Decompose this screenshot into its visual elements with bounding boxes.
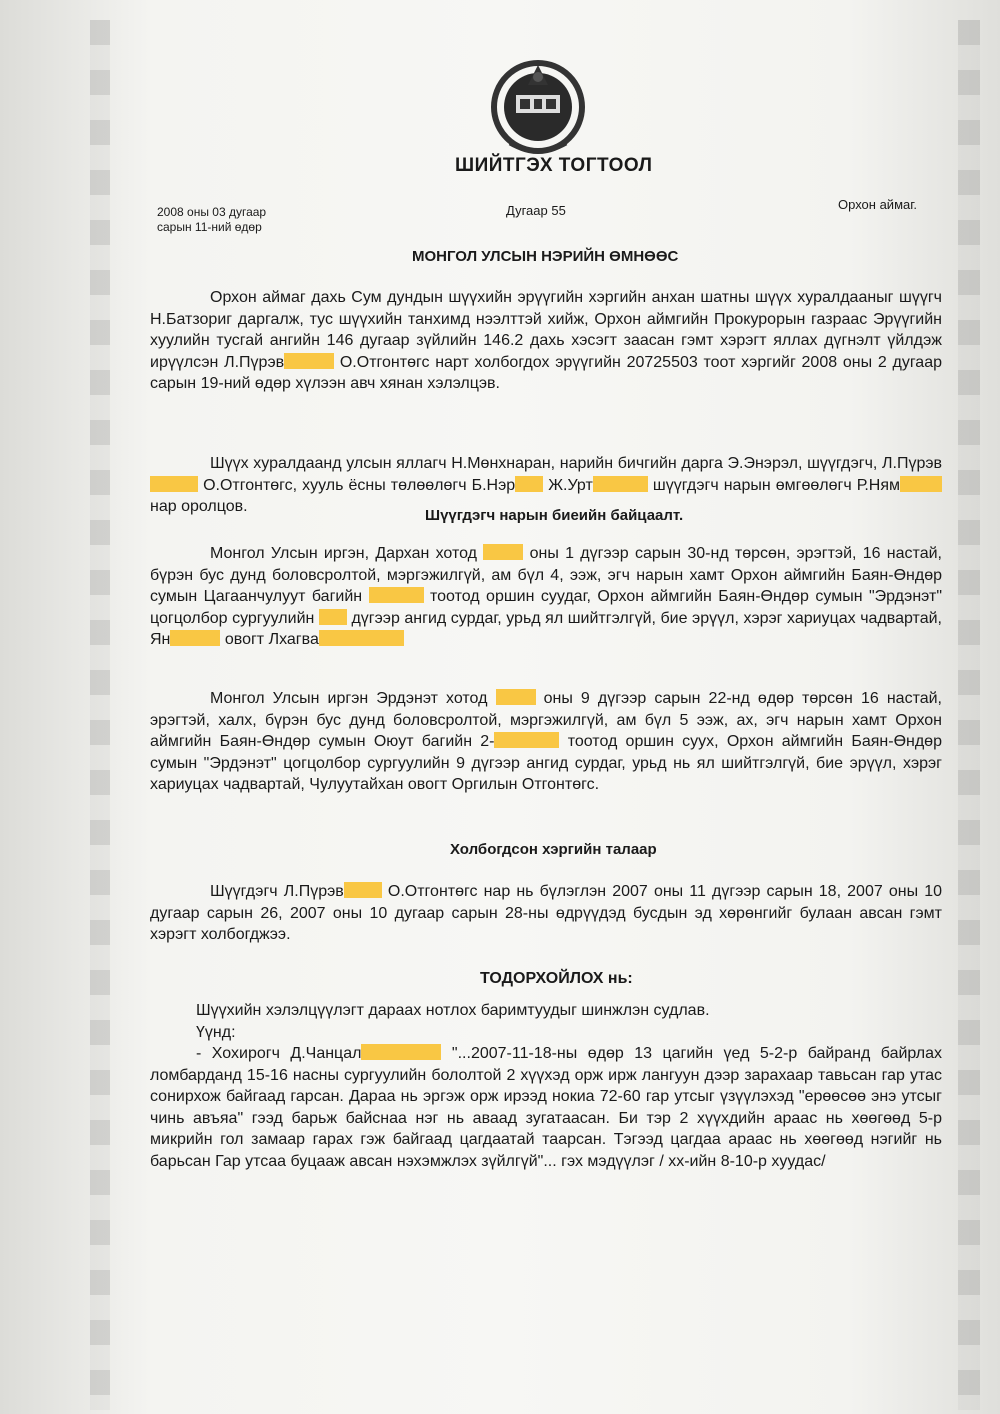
redaction-mark xyxy=(319,630,404,646)
redaction-mark xyxy=(483,544,523,560)
text: тоотод оршин суудаг, Орхон аймгийн Баян-Өндөр сумын "Эрдэнэт" цогцолбор сургуулийн xyxy=(150,588,942,627)
scan-shadow-left xyxy=(90,20,110,1410)
scan-shadow-right xyxy=(958,20,980,1410)
place: Орхон аймаг. xyxy=(838,197,917,212)
redaction-mark xyxy=(900,476,942,492)
evidence-intro-text: Шүүхийн хэлэлцүүлэгт дараах нотлох баримтуудыг шинжлэн судлав. xyxy=(196,1002,710,1019)
paragraph-defendant-2 xyxy=(150,688,942,796)
redaction-mark xyxy=(496,689,536,705)
heading-bio: Шүүгдэгч нарын биеийн байцаалт. xyxy=(425,507,684,524)
text: Шүүгдэгч Л.Пүрэв xyxy=(210,883,344,900)
redaction-mark xyxy=(319,609,347,625)
heading-main: МОНГОЛ УЛСЫН НЭРИЙН ӨМНӨӨС xyxy=(412,248,679,265)
date-line-2: сарын 11-ний өдөр xyxy=(157,220,262,234)
heading-case: Холбогдсон хэргийн талаар xyxy=(450,841,657,858)
redaction-mark xyxy=(344,882,382,898)
paragraph-evidence-intro xyxy=(196,1000,942,1043)
text: Шүүх хуралдаанд улсын яллагч Н.Мөнхнаран, нарийн бичгийн дарга Э.Энэрэл, шүүгдэгч, Л.Пүрэв xyxy=(210,455,942,472)
redaction-mark xyxy=(593,476,648,492)
date-line-1: 2008 оны 03 дугаар xyxy=(157,205,267,219)
date-block xyxy=(157,205,266,235)
redaction-mark xyxy=(170,630,220,646)
text: - Хохирогч Д.Чанцал xyxy=(196,1045,362,1062)
paragraph-testimony xyxy=(150,1043,942,1172)
text: Ж.Урт xyxy=(548,476,593,494)
paragraph-defendant-1 xyxy=(150,543,942,651)
text: О.Отгонтөгс нарт холбогдох эрүүгийн 20725503 тоот хэргийг 2008 оны 2 дугаар сарын 19-ний өдөр хүлээн авч хянан хэлэлцэв. xyxy=(150,353,942,392)
redaction-mark xyxy=(515,476,543,492)
text: Монгол Улсын иргэн Эрдэнэт хотод xyxy=(210,690,488,707)
document-title: ШИЙТГЭХ ТОГТООЛ xyxy=(455,155,653,176)
redaction-mark xyxy=(150,476,198,492)
heading-clarify: ТОДОРХОЙЛОХ нь: xyxy=(480,970,633,987)
paragraph-hearing xyxy=(150,287,942,395)
paragraph-case xyxy=(150,881,942,946)
redaction-mark xyxy=(361,1044,441,1060)
document-number: Дугаар 55 xyxy=(506,203,566,218)
text: дүгээр ангид сурдаг, урьд ял шийтгэлгүй, бие эрүүл, хэрэг хариуцах чадвартай, Ян xyxy=(150,609,942,648)
text: нар оролцов. xyxy=(150,498,248,515)
evidence-list-label: Үүнд: xyxy=(196,1023,236,1041)
redaction-mark xyxy=(284,353,334,369)
text: О.Отгонтөгс, хууль ёсны төлөөлөгч Б.Нэр xyxy=(203,476,516,494)
text: Орхон аймаг дахь Сум дундын шүүхийн эрүүгийн хэргийн анхан шатны шүүх хуралдааныг шүүгч Н.Батзориг даргалж, тус шүүхийн танхимд нээлттэй хийж, Орхон аймгийн Прокурорын газраас Эрүүгийн хуулийн тусгай ангийн 146 дугаар зүйлийн 146.2 дахь хэсэгт заасан гэмт хэрэгт яллах дүгнэлт үйлдэж ирүүлсэн Л.Пүрэв xyxy=(150,289,942,371)
text: Монгол Улсын иргэн, Дархан хотод xyxy=(210,545,478,562)
text: оны 1 дүгээр сарын 30-нд төрсөн, эрэгтэй, 16 настай, бүрэн бус дунд боловсролтой, мэргэжилгүй, ам бүл 4, ээж, эгч нарын хамт Орхон аймгийн Баян-Өндөр сумын Цагаанчулуут багийн xyxy=(150,545,942,605)
text: шүүгдэгч нарын өмгөөлөгч Р.Ням xyxy=(652,476,901,494)
text: оны 9 дүгээр сарын 22-нд өдөр төрсөн 16 настай, эрэгтэй, халх, бүрэн бус дунд боловсролтой, мэргэжилгүй, ам бүл 5 ээж, ах, эгч нарын хамт Орхон аймгийн Баян-Өндөр сумын Оюут багийн 2- xyxy=(150,690,942,750)
text: О.Отгонтөгс нар нь бүлэглэн 2007 оны 11 дүгээр сарын 18, 2007 оны 10 дугаар сарын 26, 2007 оны 10 дугаар сарын 28-ны өдрүүдэд бусдын эд хөрөнгийг булаан авсан гэмт хэрэгт холбогджээ. xyxy=(150,883,943,943)
text: тоотод оршин суух, Орхон аймгийн Баян-Өндөр сумын "Эрдэнэт" цогцолбор сургуулийн 9 дүгээр ангид сурдаг, урьд нь ял шийтгэлгүй, бие эрүүл, хэрэг хариуцах чадвартай, Чулуутайхан овогт Оргилын Отгонтөгс. xyxy=(150,733,942,793)
text: овогт Лхагва xyxy=(224,631,319,648)
text: "...2007-11-18-ны өдөр 13 цагийн үед 5-2-р байранд байрлах ломбарданд 15-16 насны сургуулийн бололтой 2 хүүхэд орж ирж лангуун дээр зарахаар тавьсан гар утас сонирхож байгаад гарсан. Дараа нь эргэж орж ирээд нокиа 72-60 гар утсыг үзүүлэхэд "ерөөсөө энэ утсыг чинь авъяа" гээд барьж байснаа нэг нь аваад зугатаасан. Би тэр 2 хүүхдийн араас нь хөөгөөд 5-р микрийн гол замаар гарах гэж байгаад цагдаатай таарсан. Тэгээд цагдаа араас нь хөөгөөд нэгийг нь барьсан Гар утсаа буцааж авсан нэхэмжлэх зүйлгүй"... гэх мэдүүлэг / хх-ийн 8-10-р хуудас/ xyxy=(150,1045,942,1170)
redaction-mark xyxy=(494,732,559,748)
state-emblem-icon xyxy=(488,55,588,160)
redaction-mark xyxy=(369,587,424,603)
